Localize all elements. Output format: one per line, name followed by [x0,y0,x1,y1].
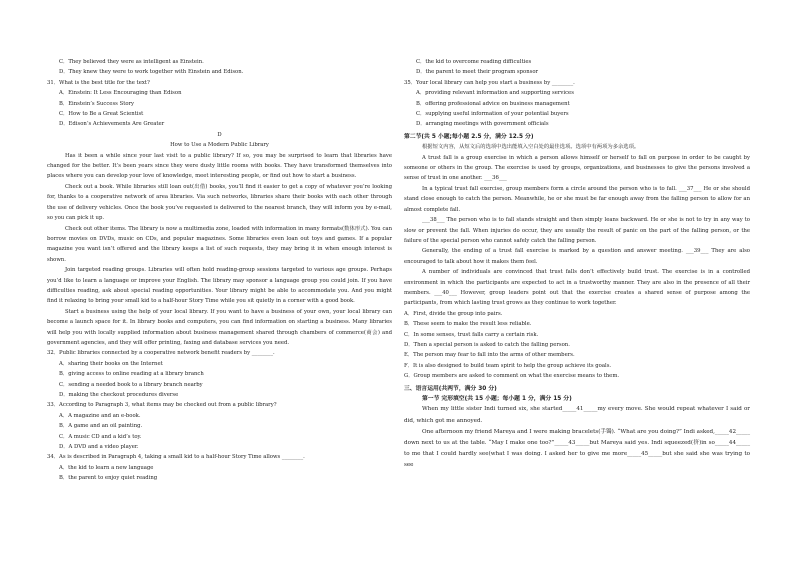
option-line: B．the parent to enjoy quiet reading [59,475,158,482]
option-line: B．A game and an oil painting. [59,423,143,430]
option-line: A．A magazine and an e-book. [59,412,141,419]
option-line: B．Einstein’s Success Story [59,100,135,107]
option-line: A．the kid to learn a new language [59,464,154,471]
option-line: E．The person may fear to fall into the arms of other members. [404,352,575,359]
option-line: B．These seem to make the result less reliable. [404,321,532,328]
question-35-stem: 35．Your local library can help you start a business by ________. [404,79,575,86]
cloze-paragraph: One afternoon my friend Mareya and I were making bracelets(手镯). “What are you doing?” Indi asked,_____42_____ down next to us at the table. “May I make one too?”_____43_____but Mareya said yes. Indi squeezed(挤)in so_____44_____ to me that I could hardly see(what I was doing. I asked her to give me more_____45_____but she said she was trying to see [404,428,750,469]
option-line: C．How to Be a Great Scientist [59,111,144,118]
passage-paragraph: A trust fall is a group exercise in which a person allows himself or herself to fall on purpose in order to be caught by someone or others in the group. The exercise is used by groups, organizations, and businesses to give the persons involved a sense of trust in one another. ___36___ [404,154,750,182]
passage-paragraph: Check out a book. While libraries still loan out(出借) books, you’ll find it easier to get a copy of whatever you’re looking for, thanks to a cooperative network of area libraries. Via such networks, libraries share their books with each other through the use of delivery vehicles. Once the book you’ve requested is delivered to the nearest branch, they will inform you by e-mail, so you can pick it up. [47,183,392,222]
part-3-subtitle: 第一节 完形填空(共 15 小题；每小题 1 分，满分 15 分) [422,396,572,402]
passage-paragraph: Start a business using the help of your local library. If you want to have a business of your own, your local library can become a launch space for it. In library books and computers, you can find information on starting a business. Many libraries will help you with locally supplied information about business management shared through chambers of commerce(商会) and government agencies, and they will offer printing, faxing and database services you need. [47,308,392,346]
option-line: C．In some senses, trust falls carry a certain risk. [404,331,539,338]
option-line: A．providing relevant information and supporting services [416,90,574,97]
option-line: A．Einstein: It Less Encouraging than Edison [59,90,182,97]
question-34-stem: 34．As is described in Paragraph 4, taking a small kid to a half-hour Story Time allows ________. [47,454,305,461]
passage-paragraph: In a typical trust fall exercise, group members form a circle around the person who is to fall. ___37___ He or she should stand close enough to catch the person. Meanwhile, he or she must be far enough away from the falling person to allow for an almost complete fall. [404,185,750,213]
option-line: C．supplying useful information of your potential buyers [416,111,569,118]
option-line: F．It is also designed to build team spirit to help the group achieve its goals. [404,362,612,369]
option-line: A．First, divide the group into pairs. [404,310,503,317]
option-line: D．Then a special person is asked to catch the falling person. [404,341,570,348]
passage-paragraph: Generally, the ending of a trust fall exercise is marked by a question and answer meeting. ___39___ They are also encouraged to talk about how it makes them feel. [404,248,750,265]
option-line: C．the kid to overcome reading difficulties [416,59,532,65]
option-line: G．Group members are asked to comment on what the exercise means to them. [404,373,620,380]
passage-title: How to Use a Modern Public Library [170,142,269,149]
option-line: D．arranging meetings with government officials [416,121,549,128]
part-3-title: 三、语言运用(共两节，满分 30 分) [404,385,497,392]
option-line: B．giving access to online reading at a library branch [59,371,204,378]
option-line: D．making the checkout procedures diverse [59,392,179,398]
option-line: C．sending a needed book to a library branch nearby [59,381,203,388]
option-line: D．They knew they were to work together with Einstein and Edison. [59,69,244,76]
option-line: B．offering professional advice on business management [416,100,570,107]
option-line: C．A music CD and a kid’s toy. [59,433,142,440]
passage-paragraph: A number of individuals are convinced that trust falls don’t effectively build trust. The exercise is in a controlled environment in which the participants are expected to act in a trustworthy manner. They are also in the presence of all their members. ___40___ However, group leaders point out that the exercise creates a shared sense of purpose among the participants, from which lasting trust grows as they continue to work together. [404,269,750,307]
left-column [47,57,392,484]
passage-paragraph: ___38___ The person who is to fall stands straight and then simply leans backward. He or she is not to try in any way to slow or prevent the fall. When injuries do occur, they are usually the result of panic on the part of the falling person, or the failure of the special person who cannot safely catch the falling person. [404,217,750,244]
question-31-stem: 31．What is the best title for the text? [47,79,150,86]
passage-letter: D [217,131,222,138]
option-line: D．Edison’s Achievements Are Greater [59,121,165,128]
section-2-title: 第二节(共 5 小题;每小题 2.5 分，满分 12.5 分) [404,133,534,140]
option-line: A．sharing their books on the Internet [59,360,163,367]
question-33-stem: 33．According to Paragraph 3, what items may be checked out from a public library? [47,402,277,409]
passage-paragraph: Check out other items. The library is now a multimedia zone, loaded with information in many formats(数体形式). You can borrow movies on DVDs, music on CDs, and popular magazines. Some libraries even loan out toys and games. If a popular magazine you want isn’t offered and the library keeps a list of such requests, they may bring it in when enough interest is shown. [47,225,392,263]
right-column [404,57,750,472]
passage-paragraph: Has it been a while since your last visit to a public library? If so, you may be surprised to learn that libraries have changed for the better. It’s been years since they were dusty little rooms with books. They have transformed themselves into places where you can develop your love of knowledge, meet interesting people, or find out how to start a business. [47,152,392,180]
question-32-stem: 32．Public libraries connected by a cooperative network benefit readers by ________. [47,350,275,357]
option-line: C．They believed they were as intelligent as Einstein. [59,59,204,65]
option-line: D．the parent to meet their program sponsor [416,69,539,76]
passage-paragraph: Join targeted reading groups. Libraries will often hold reading-group sessions targeted to various age groups. Perhaps you’d like to learn a language or improve your English. The library may sponsor a language group you could join. If you have difficulties reading, ask about special reading opportunities. Your library might be able to accommodate you. And you might find it relaxing to bring your small kid to a half-hour Story Time while you sit quietly in a corner with a good book. [47,267,392,305]
cloze-paragraph: When my little sister Indi turned six, she started_____41_____my every move. She would repeat whatever I said or did, which got me annoyed. [404,406,750,424]
option-line: D．A DVD and a video player. [59,444,139,451]
section-2-instructions: 根据短文内容，从短文后的选项中选出能填入空白处的最佳选项。选项中有两项为多余选项。 [422,144,640,151]
